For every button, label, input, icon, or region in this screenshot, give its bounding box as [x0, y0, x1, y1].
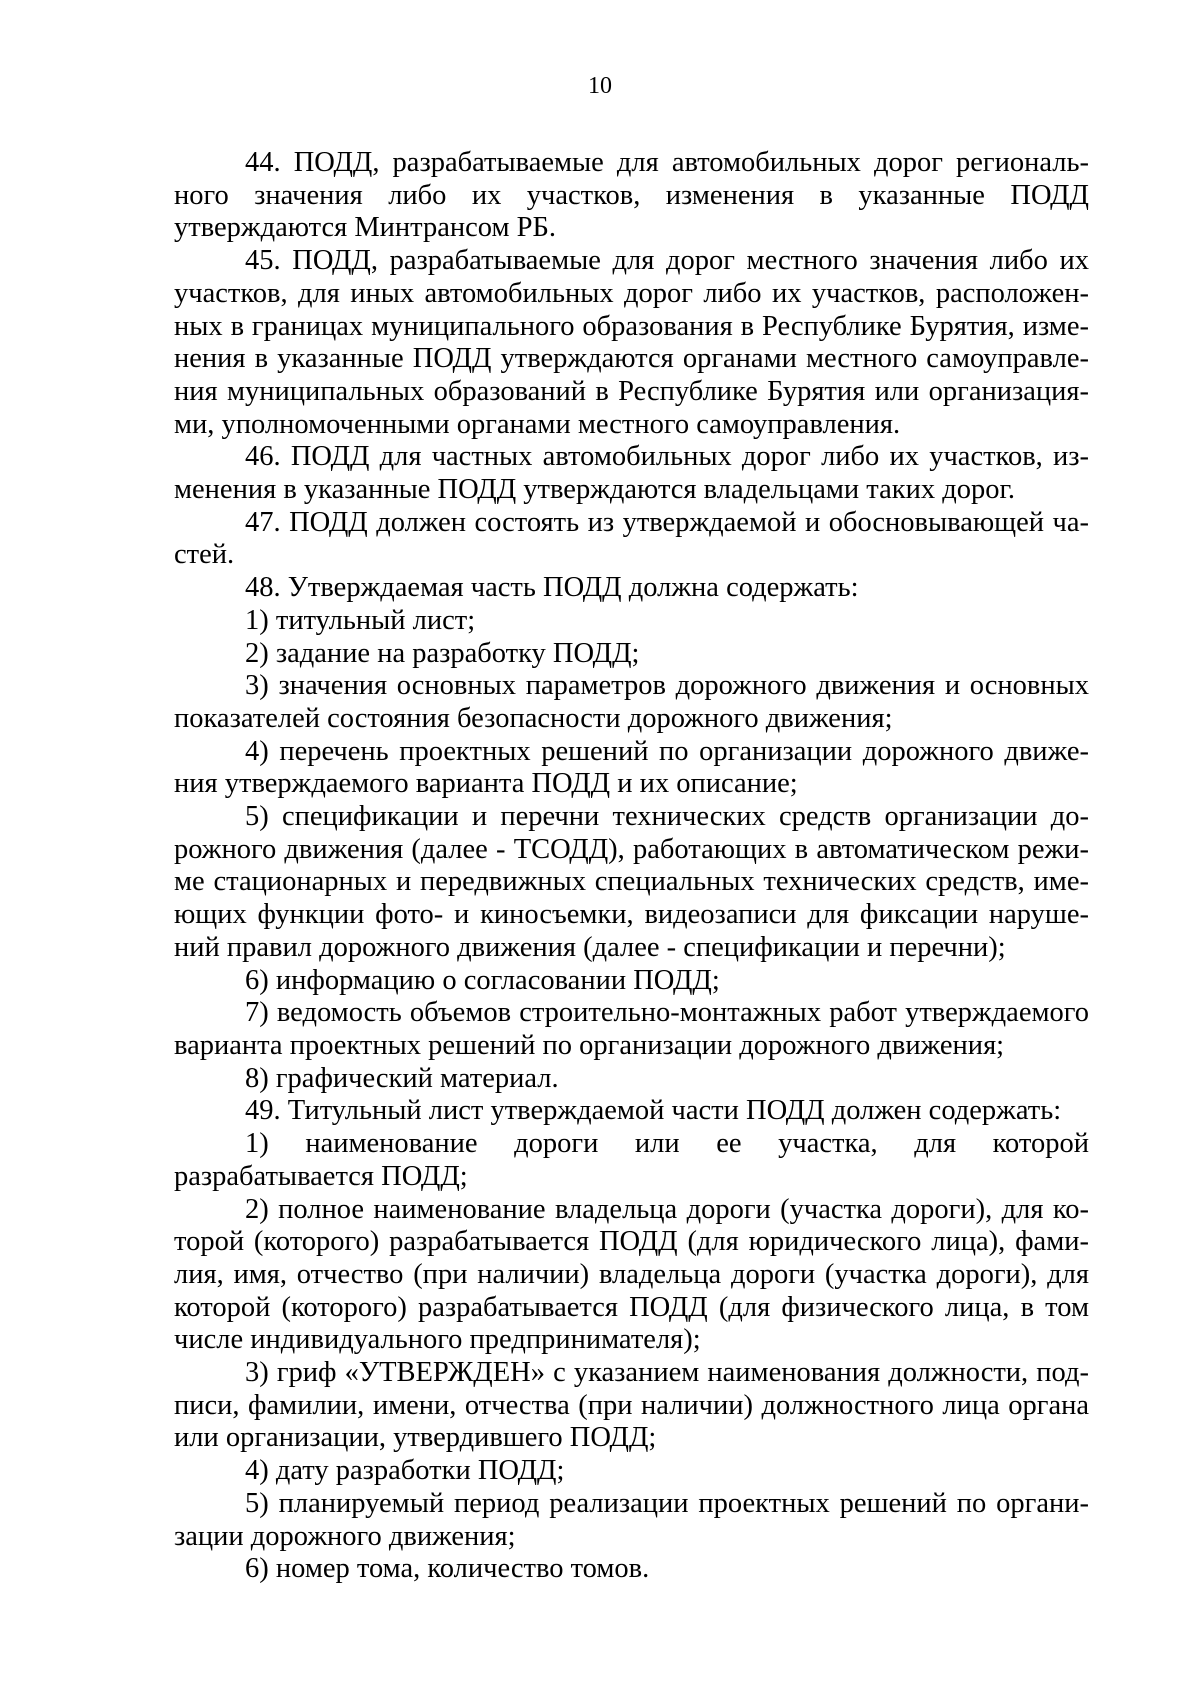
paragraph-46: 46. ПОДД для частных автомобильных дорог либо их участков, изменения в указанные ПОДД утверждаются владельцами таких дорог.: [174, 441, 1089, 506]
paragraph-49: 49. Титульный лист утверждаемой части ПОДД должен содержать:: [245, 1095, 1062, 1127]
list-item-49-3: 3) гриф «УТВЕРЖДЕН» с указанием наименования должности, подписи, фамилии, имени, отчества (при наличии) должностного лица органа или организации, утвердившего ПОДД;: [174, 1357, 1089, 1454]
list-item-48-4: 4) перечень проектных решений по организации дорожного движения утверждаемого варианта ПОДД и их описание;: [174, 735, 1089, 800]
paragraph-47: 47. ПОДД должен состоять из утверждаемой и обосновывающей частей.: [174, 506, 1089, 571]
paragraph-45: 45. ПОДД, разрабатываемые для дорог местного значения либо их участков, для иных автомобильных дорог либо их участков, расположенных в границах муниципального образования в Республике Бурятия, изменения в указанные ПОДД утверждаются органами местного самоуправления муниципальных образований в Республике Бурятия или организациями, уполномоченными органами местного самоуправления.: [174, 245, 1089, 440]
document-body: [174, 147, 1089, 1586]
list-item-49-6: 6) номер тома, количество томов.: [245, 1553, 650, 1585]
list-item-49-5: 5) планируемый период реализации проектных решений по организации дорожного движения;: [174, 1487, 1089, 1552]
list-item-49-1: 1) наименование дороги или ее участка, для которой разрабатывается ПОДД;: [174, 1128, 1089, 1192]
list-item-48-8: 8) графический материал.: [245, 1062, 559, 1094]
list-item-49-4: 4) дату разработки ПОДД;: [245, 1455, 565, 1487]
page-number: 10: [588, 73, 612, 99]
paragraph-48: 48. Утверждаемая часть ПОДД должна содержать:: [245, 572, 859, 604]
list-item-49-2: 2) полное наименование владельца дороги (участка дороги), для которой (которого) разрабатывается ПОДД (для юридического лица), фамилия, имя, отчество (при наличии) владельца дороги (участка дороги), для которой (которого) разрабатывается ПОДД (для физического лица, в том числе индивидуального предпринимателя);: [174, 1193, 1089, 1356]
list-item-48-5: 5) спецификации и перечни технических средств организации дорожного движения (далее - ТСОДД), работающих в автоматическом режиме стационарных и передвижных специальных технических средств, имеющих функции фото- и киносъемки, видеозаписи для фиксации нарушений правил дорожного движения (далее - спецификации и перечни);: [174, 801, 1089, 963]
list-item-48-6: 6) информацию о согласовании ПОДД;: [245, 964, 720, 996]
list-item-48-7: 7) ведомость объемов строительно-монтажных работ утверждаемого варианта проектных решений по организации дорожного движения;: [174, 997, 1089, 1061]
list-item-48-2: 2) задание на разработку ПОДД;: [245, 637, 640, 669]
list-item-48-1: 1) титульный лист;: [245, 604, 476, 636]
paragraph-44: 44. ПОДД, разрабатываемые для автомобильных дорог регионального значения либо их участков, изменения в указанные ПОДД утверждаются Минтрансом РБ.: [174, 147, 1089, 244]
list-item-48-3: 3) значения основных параметров дорожного движения и основных показателей состояния безопасности дорожного движения;: [174, 670, 1089, 734]
